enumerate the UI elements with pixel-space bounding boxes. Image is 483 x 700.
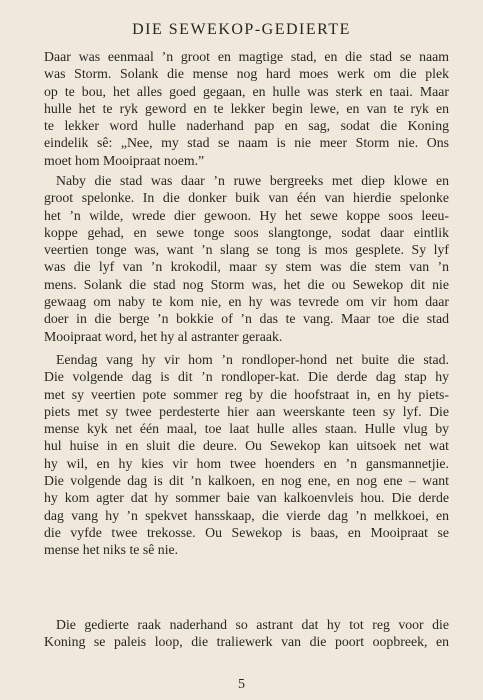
text-line: hulle het te ryk geword en te lekker begin lewe, en van te ryk en [44, 100, 449, 116]
paragraph-4 [44, 616, 449, 651]
text-line: dag vang hy ’n spekvet hansskaap, die vierde dag ’n melkkoei, en [44, 507, 449, 523]
text-line: groot spelonke. In die donker buik van één van hierdie spelonke [44, 190, 449, 206]
text-line: hul huise in en sluit die deure. Ou Sewekop kan uitsoek net wat [44, 438, 449, 454]
text-line: doer in die berge ’n bokkie of ’n das te vang. Maar toe die stad [44, 311, 449, 327]
text-line: was Storm. Solank die mense nog hard moes werk om die plek [44, 66, 449, 82]
text-line: Die gedierte raak naderhand so astrant dat hy tot reg voor die [56, 617, 449, 632]
text-line: mense kyk net één maal, toe laat hulle alles staan. Hulle vlug by [44, 421, 449, 437]
text-line: Naby die stad was daar ’n ruwe bergreeks met diep klowe en [56, 173, 449, 188]
text-line: eindelik sê: „Nee, my stad se naam is nie meer Storm nie. Ons [44, 135, 449, 151]
text-line: die vyfde twee trekosse. Ou Sewekop is baas, en Mooipraat se [44, 524, 449, 540]
text-line: hy wil, en hy kies vir hom twee hoenders en ’n gansmannetjie. [44, 455, 449, 471]
text-line: gewaag om naby te kom nie, en hy was tevrede om vir hom daar [44, 294, 449, 310]
text-line: hy kom agter dat hy sommer baie van kalkoenvleis hou. Die derde [44, 490, 449, 506]
text-line: op te bou, het alles goed gegaan, en hulle was sterk en taai. Maar [44, 83, 449, 99]
page-number: 5 [238, 677, 245, 692]
text-line: Die volgende dag is dit ’n rondloper-kat. Die derde dag stap hy [44, 369, 449, 385]
paragraph-2 [44, 172, 449, 345]
text-line: Mooipraat word, het hy al astranter geraak. [44, 328, 283, 344]
text-line: Koning se paleis loop, die traliewerk van die poort oopbreek, en [44, 634, 449, 650]
text-line: te lekker word hulle naderhand pap en sag, sodat die Koning [44, 118, 449, 134]
text-line: veertien tonge was, want ’n slang se tong is mos gesplete. Sy lyf [44, 242, 449, 258]
chapter-title: DIE SEWEKOP-GEDIERTE [132, 21, 351, 38]
text-line: Die volgende dag is dit ’n kalkoen, en nog ene, en nog ene – want [44, 473, 449, 489]
text-line: mens. Solank die stad nog Storm was, het die ou Sewekop dit nie [44, 276, 449, 292]
text-line: moet hom Mooipraat noem.” [44, 152, 205, 168]
paragraph-1 [44, 48, 449, 169]
text-line: met sy veertien pote sommer reg by die hoofstraat in, en hy piets- [44, 386, 449, 402]
text-line: Eendag vang hy vir hom ’n rondloper-hond net buite die stad. [56, 352, 449, 367]
text-line: koppe gehad, en sewe tonge soos slangtonge, sodat daar eintlik [44, 224, 449, 240]
paragraph-3 [44, 351, 449, 559]
text-line: was die lyf van ’n krokodil, maar sy stem was die stem van ’n [44, 259, 449, 275]
text-line: piets met sy twee perdesterte hier aan weerskante teen sy lyf. Die [44, 403, 449, 419]
text-line: Daar was eenmaal ’n groot en magtige stad, en die stad se naam [44, 49, 449, 64]
text-line: mense het niks te sê nie. [44, 542, 179, 558]
text-line: het ’n wilde, wrede dier gewoon. Hy het sewe koppe soos leeu- [44, 207, 449, 223]
